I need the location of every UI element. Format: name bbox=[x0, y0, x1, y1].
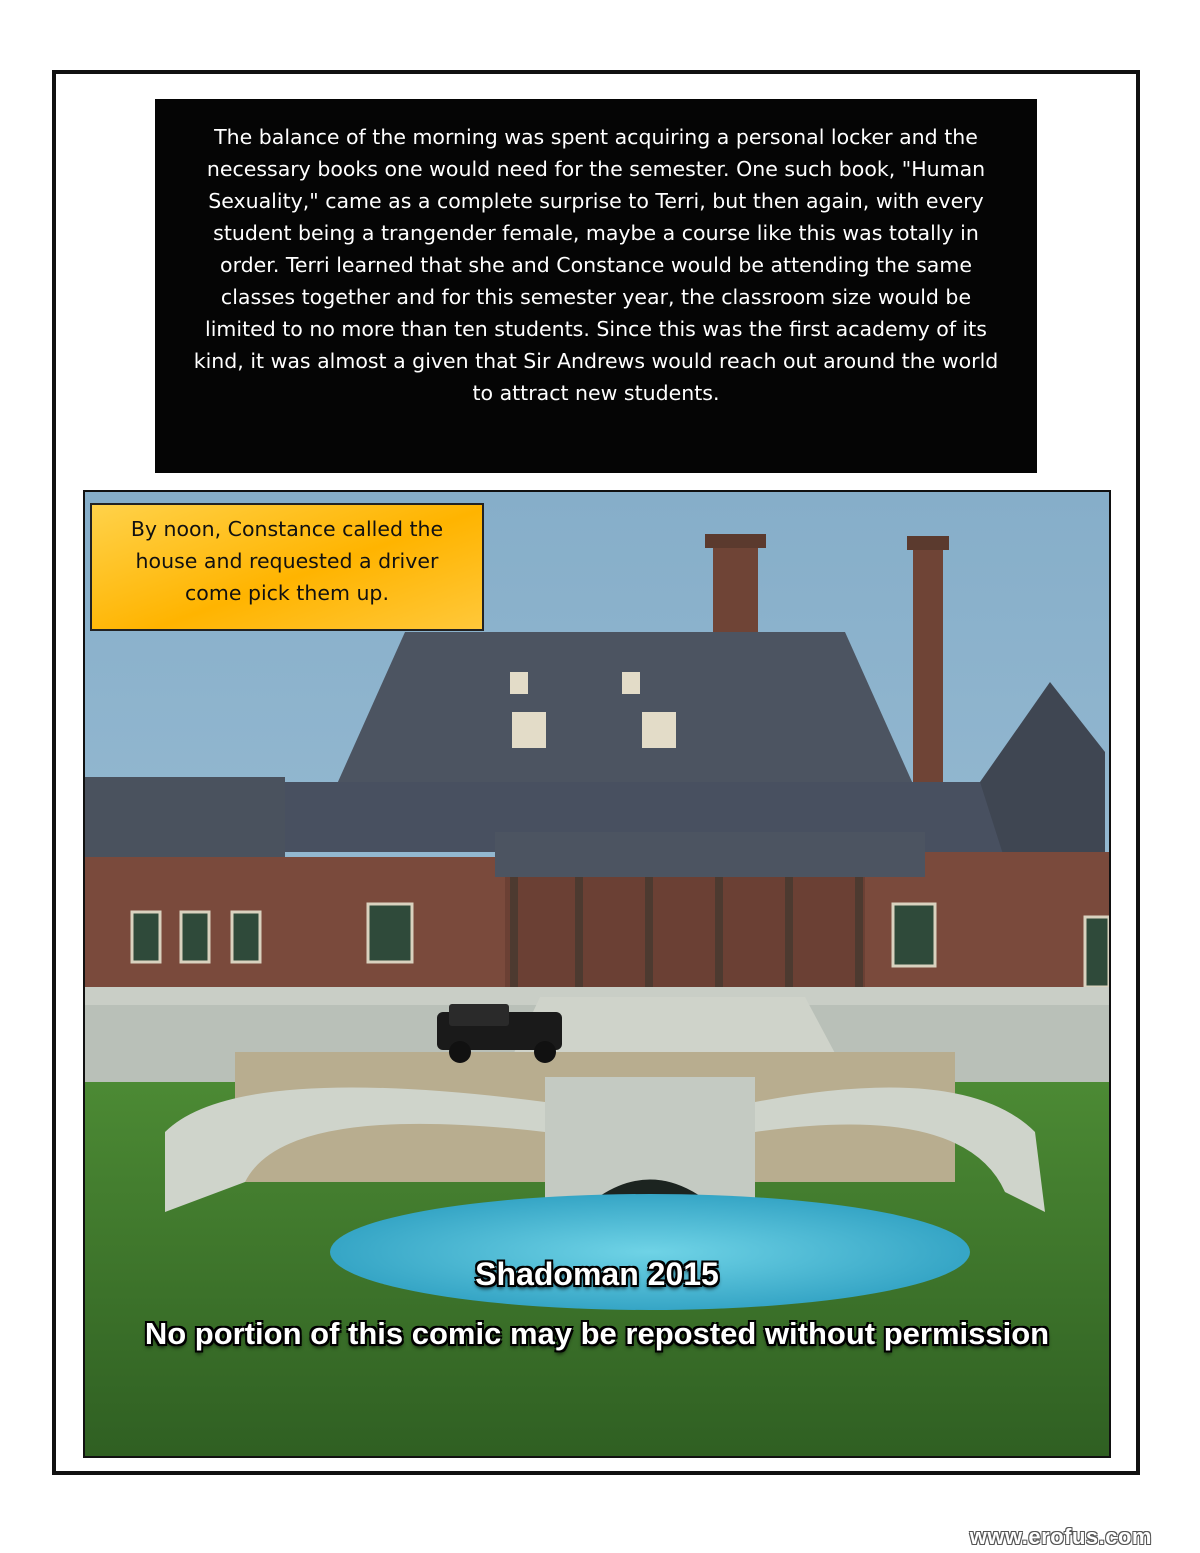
copyright-notice: No portion of this comic may be reposted without permission bbox=[144, 1316, 1050, 1351]
caption-text: By noon, Constance called the house and requested a driver come pick them up. bbox=[130, 517, 444, 605]
author-credit: Shadoman 2015 bbox=[475, 1256, 719, 1292]
center-wall bbox=[505, 872, 865, 992]
mansion-illustration bbox=[85, 492, 1111, 1458]
caption-box bbox=[90, 503, 484, 631]
mansion-panel bbox=[83, 490, 1111, 1458]
narration-box bbox=[155, 99, 1037, 473]
narration-text: The balance of the morning was spent acquiring a personal locker and the necessary books one would need for the semester. One such book, "Human Sexuality," came as a complete surprise to Terri, but then again, with every student being a trangender female, maybe a course like this was totally in order. Terri learned that she and Constance would be attending the same classes together and for this semester year, the classroom size would be limited to no more than ten students. Since this was the first academy of its kind, it was almost a given that Sir Andrews would reach out around the world to attract new students. bbox=[193, 125, 999, 405]
left-wing-roof bbox=[85, 777, 285, 857]
site-watermark: www.erofus.com bbox=[969, 1524, 1152, 1549]
porch-roof bbox=[495, 832, 925, 877]
